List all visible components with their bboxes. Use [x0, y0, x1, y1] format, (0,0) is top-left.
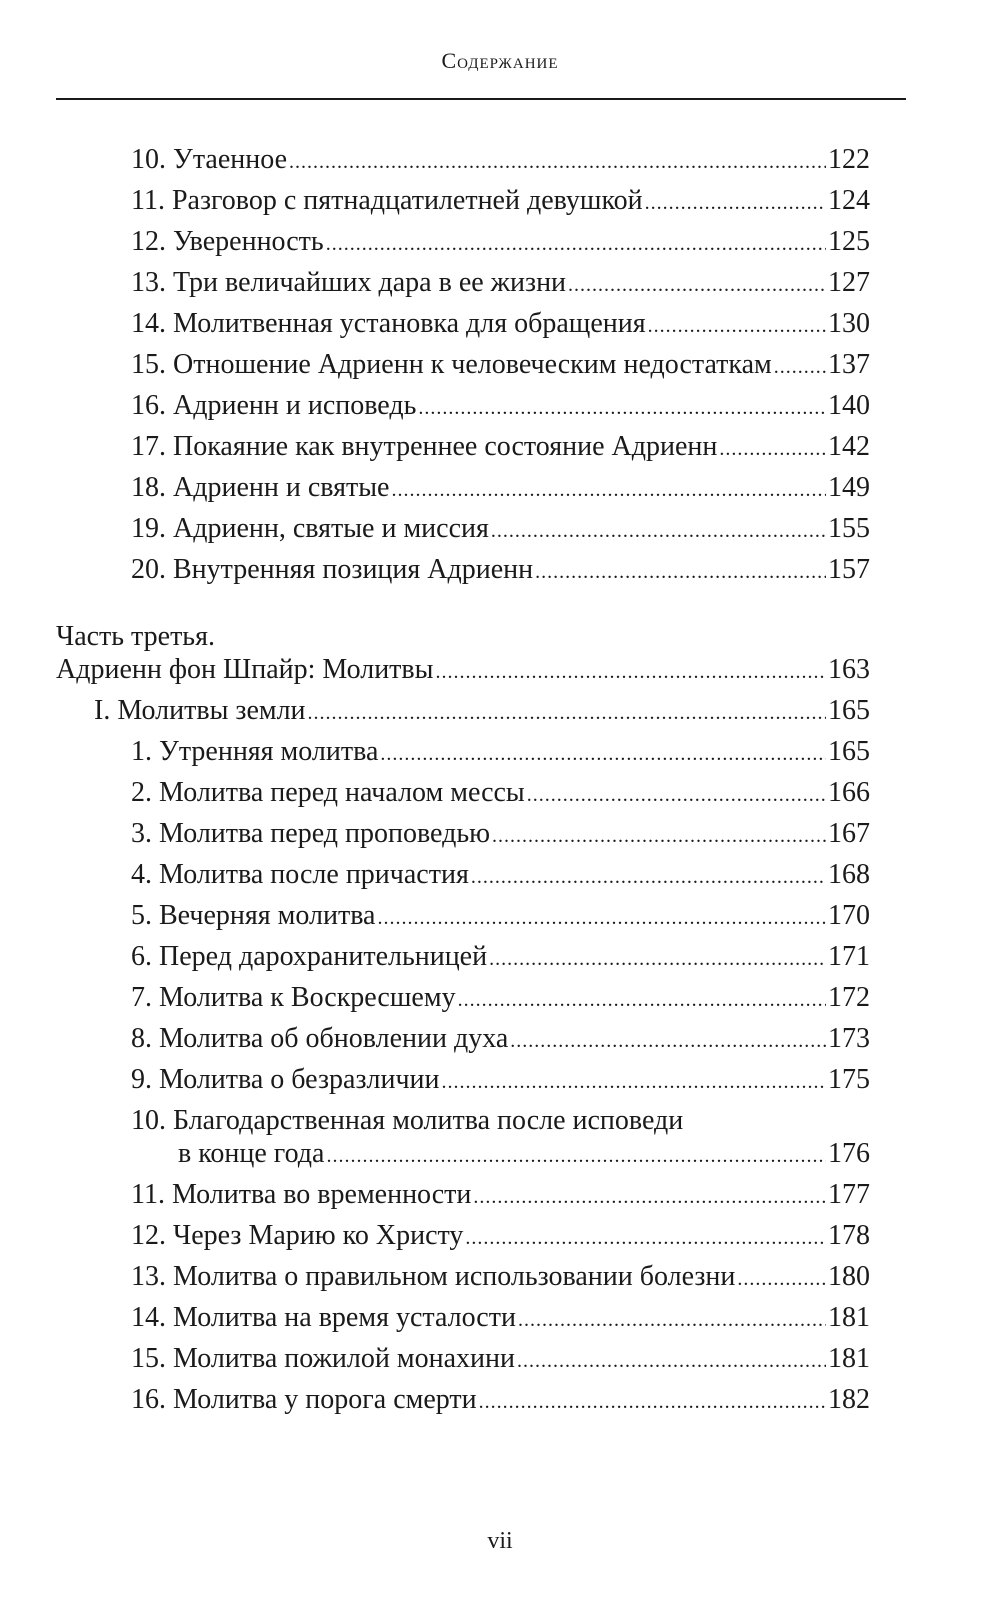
dot-leader — [479, 1383, 826, 1419]
toc-entry — [131, 899, 870, 935]
toc-entry-page: 168 — [828, 859, 870, 890]
dot-leader — [737, 1260, 826, 1296]
dot-leader — [510, 1022, 826, 1058]
toc-entry-page: 175 — [828, 1064, 870, 1095]
dot-leader — [326, 1137, 826, 1173]
toc-entry-page: 181 — [828, 1343, 870, 1374]
toc-entry — [131, 858, 870, 894]
toc-entry-page: 176 — [828, 1138, 870, 1169]
toc-entry-page: 127 — [828, 267, 870, 298]
toc-entry-page: 177 — [828, 1179, 870, 1210]
toc-entry — [131, 981, 870, 1017]
dot-leader — [719, 430, 826, 466]
toc-entry — [131, 776, 870, 812]
toc-entry-page: 181 — [828, 1302, 870, 1333]
toc-entry-title: 7. Молитва к Воскресшему — [131, 982, 456, 1013]
toc-entry — [131, 225, 870, 261]
toc-entry-title: 15. Молитва пожилой монахини — [131, 1343, 515, 1374]
toc-entry — [131, 735, 870, 771]
page-number: vii — [487, 1528, 513, 1554]
dot-leader — [535, 553, 826, 589]
toc-entry-title: 13. Молитва о правильном использовании болезни — [131, 1261, 736, 1292]
dot-leader — [645, 184, 826, 220]
part-page: 163 — [828, 654, 870, 685]
dot-leader — [326, 225, 826, 261]
toc-entry — [131, 143, 870, 179]
dot-leader — [774, 348, 826, 384]
dot-leader — [492, 817, 826, 853]
toc-entry — [131, 1260, 870, 1296]
toc-entry-page: 166 — [828, 777, 870, 808]
toc-entry-page: 125 — [828, 226, 870, 257]
toc-entry — [131, 940, 870, 976]
toc-entry-page: 130 — [828, 308, 870, 339]
toc-entry-page: 180 — [828, 1261, 870, 1292]
toc-entry-page: 155 — [828, 513, 870, 544]
toc-entry — [131, 266, 870, 302]
toc-entry — [131, 430, 870, 466]
toc-entry-title: 3. Молитва перед проповедью — [131, 818, 491, 849]
part-title-entry — [56, 653, 870, 689]
dot-leader — [442, 1063, 826, 1099]
toc-entry-page: 140 — [828, 390, 870, 421]
toc-entry-title: 18. Адриенн и святые — [131, 472, 390, 503]
toc-entry-page: 173 — [828, 1023, 870, 1054]
toc-entry — [131, 553, 870, 589]
toc-entry-title: 17. Покаяние как внутреннее состояние Адриенн — [131, 431, 718, 462]
toc-entry-title: 16. Адриенн и исповедь — [131, 390, 417, 421]
dot-leader — [491, 512, 826, 548]
toc-entry — [131, 1178, 870, 1214]
toc-entry-title: 5. Вечерняя молитва — [131, 900, 376, 931]
toc-entry — [131, 1219, 870, 1255]
toc-entry-title: 19. Адриенн, святые и миссия — [131, 513, 489, 544]
toc-entry — [131, 307, 870, 343]
dot-leader — [473, 1178, 826, 1214]
toc-entry-page: 157 — [828, 554, 870, 585]
section-entry — [94, 694, 870, 730]
toc-entry — [131, 1022, 870, 1058]
toc-entry — [131, 1301, 870, 1337]
dot-leader — [527, 776, 826, 812]
toc-entry-title-line2: в конце года — [178, 1138, 325, 1169]
toc-entry-title: 2. Молитва перед началом мессы — [131, 777, 525, 808]
toc-entry-page: 178 — [828, 1220, 870, 1251]
toc-entry-title: 9. Молитва о безразличии — [131, 1064, 440, 1095]
toc-entry-page: 149 — [828, 472, 870, 503]
dot-leader — [489, 940, 826, 976]
toc-entry-title: 6. Перед дарохранительницей — [131, 941, 488, 972]
toc-entry-title: 1. Утренняя молитва — [131, 736, 379, 767]
header-rule — [56, 98, 906, 100]
dot-leader — [648, 307, 826, 343]
dot-leader — [518, 1301, 826, 1337]
toc-entry-title: 12. Через Марию ко Христу — [131, 1220, 464, 1251]
toc-entry — [131, 1063, 870, 1099]
toc-entry-page: 124 — [828, 185, 870, 216]
toc-entry-title: 11. Молитва во временности — [131, 1179, 472, 1210]
toc-entry — [131, 471, 870, 507]
dot-leader — [380, 735, 826, 771]
toc-entry-page: 122 — [828, 144, 870, 175]
toc-entry — [131, 512, 870, 548]
dot-leader — [289, 143, 826, 179]
running-header: Содержание — [441, 48, 559, 73]
dot-leader — [465, 1219, 826, 1255]
part-label: Часть третья. — [56, 621, 215, 652]
toc-entry — [131, 348, 870, 384]
toc-entry-title: 10. Утаенное — [131, 144, 287, 175]
toc-entry-page: 182 — [828, 1384, 870, 1415]
toc-entry-page: 142 — [828, 431, 870, 462]
dot-leader — [435, 653, 826, 689]
toc-entry-page: 137 — [828, 349, 870, 380]
toc-entry — [131, 389, 870, 425]
toc-entry-page: 172 — [828, 982, 870, 1013]
dot-leader — [391, 471, 826, 507]
dot-leader — [471, 858, 826, 894]
toc-entry-page: 170 — [828, 900, 870, 931]
toc-entry — [178, 1137, 870, 1173]
dot-leader — [458, 981, 826, 1017]
toc-entry-title: 14. Молитвенная установка для обращения — [131, 308, 646, 339]
section-page: 165 — [828, 695, 870, 726]
toc-entry-page: 167 — [828, 818, 870, 849]
toc-entry-page: 165 — [828, 736, 870, 767]
dot-leader — [377, 899, 826, 935]
part-title: Адриенн фон Шпайр: Молитвы — [56, 654, 434, 685]
dot-leader — [418, 389, 826, 425]
toc-entry — [131, 1342, 870, 1378]
toc-entry — [131, 184, 870, 220]
toc-entry-title-line1: 10. Благодарственная молитва после исповеди — [131, 1105, 684, 1136]
toc-entry-title: 20. Внутренняя позиция Адриенн — [131, 554, 534, 585]
toc-entry-title: 12. Уверенность — [131, 226, 324, 257]
toc-entry-title: 11. Разговор с пятнадцатилетней девушкой — [131, 185, 643, 216]
dot-leader — [517, 1342, 826, 1378]
toc-entry — [131, 817, 870, 853]
dot-leader — [308, 694, 826, 730]
dot-leader — [568, 266, 826, 302]
toc-entry-title: 16. Молитва у порога смерти — [131, 1384, 477, 1415]
toc-entry-page: 171 — [828, 941, 870, 972]
toc-entry-title: 4. Молитва после причастия — [131, 859, 469, 890]
toc-entry-title: 14. Молитва на время усталости — [131, 1302, 516, 1333]
toc-entry-title: 15. Отношение Адриенн к человеческим недостаткам — [131, 349, 772, 380]
toc-entry-title: 13. Три величайших дара в ее жизни — [131, 267, 567, 298]
toc-entry — [131, 1383, 870, 1419]
toc-entry-title: 8. Молитва об обновлении духа — [131, 1023, 509, 1054]
section-title: I. Молитвы земли — [94, 695, 306, 726]
